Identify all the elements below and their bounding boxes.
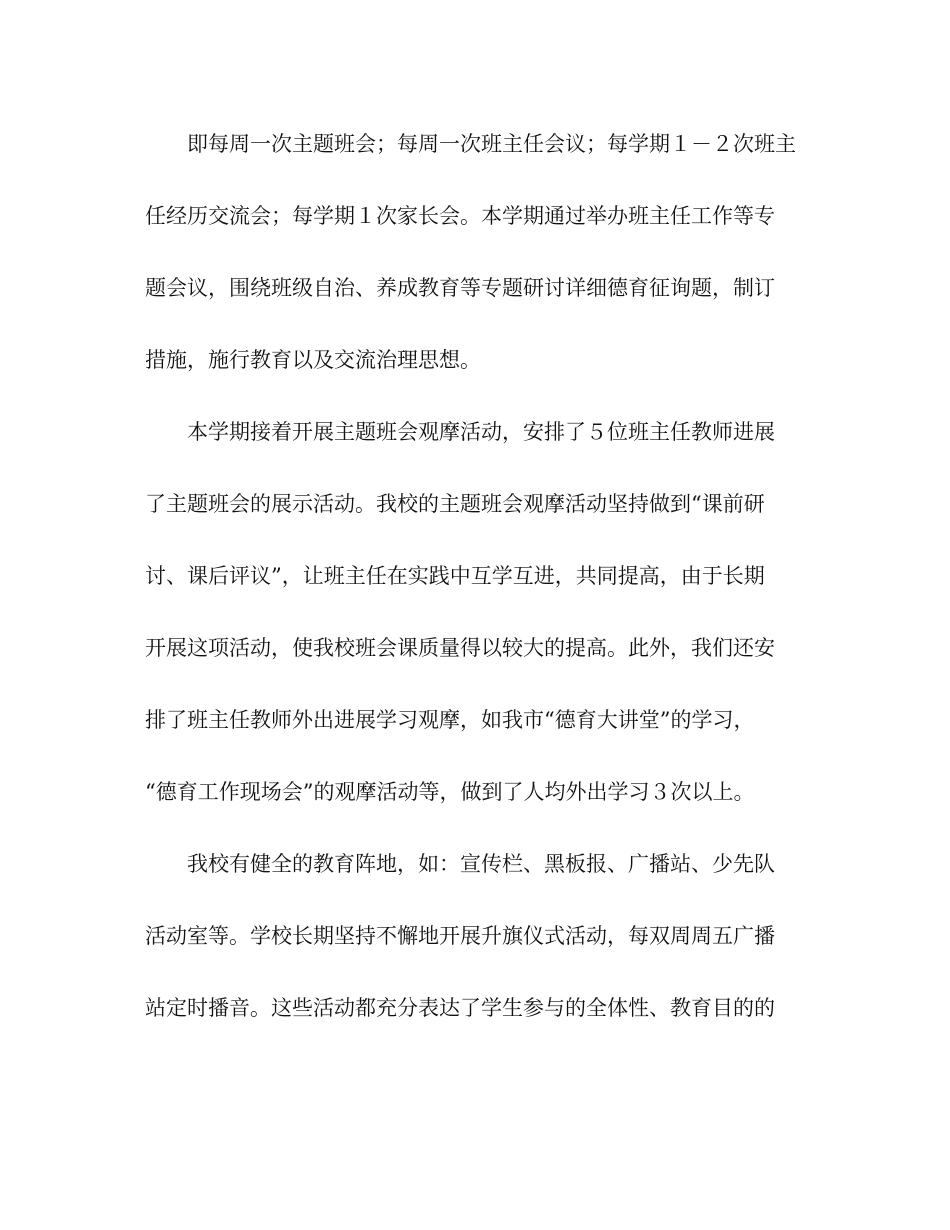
- text-line: 即每周一次主题班会；每周一次班主任会议；每学期１－２次班主: [145, 132, 796, 156]
- text-line: 了主题班会的展示活动。我校的主题班会观摩活动坚持做到“课前研: [145, 492, 765, 516]
- paragraph-1: [145, 120, 810, 408]
- paragraph-2: [145, 408, 810, 840]
- document-body: [145, 120, 810, 1032]
- paragraph-3: [145, 840, 810, 1032]
- text-line: 活动室等。学校长期坚持不懈地开展升旗仪式活动，每双周周五广播: [145, 924, 775, 948]
- text-line: 任经历交流会；每学期１次家长会。本学期通过举办班主任工作等专: [145, 204, 775, 228]
- text-line: 我校有健全的教育阵地，如：宣传栏、黑板报、广播站、少先队: [145, 852, 775, 876]
- text-line: 讨、课后评议”，让班主任在实践中互学互进，共同提高，由于长期: [145, 564, 765, 588]
- text-line: 开展这项活动，使我校班会课质量得以较大的提高。此外，我们还安: [145, 636, 775, 660]
- text-line: 题会议，围绕班级自治、养成教育等专题研讨详细德育征询题，制订: [145, 276, 775, 300]
- text-line: “德育工作现场会”的观摩活动等，做到了人均外出学习３次以上。: [145, 780, 755, 804]
- text-line: 本学期接着开展主题班会观摩活动，安排了５位班主任教师进展: [145, 420, 775, 444]
- text-line: 排了班主任教师外出进展学习观摩，如我市“德育大讲堂”的学习，: [145, 708, 755, 732]
- text-line: 站定时播音。这些活动都充分表达了学生参与的全体性、教育目的的: [145, 996, 775, 1020]
- text-line: 措施，施行教育以及交流治理思想。: [145, 348, 481, 372]
